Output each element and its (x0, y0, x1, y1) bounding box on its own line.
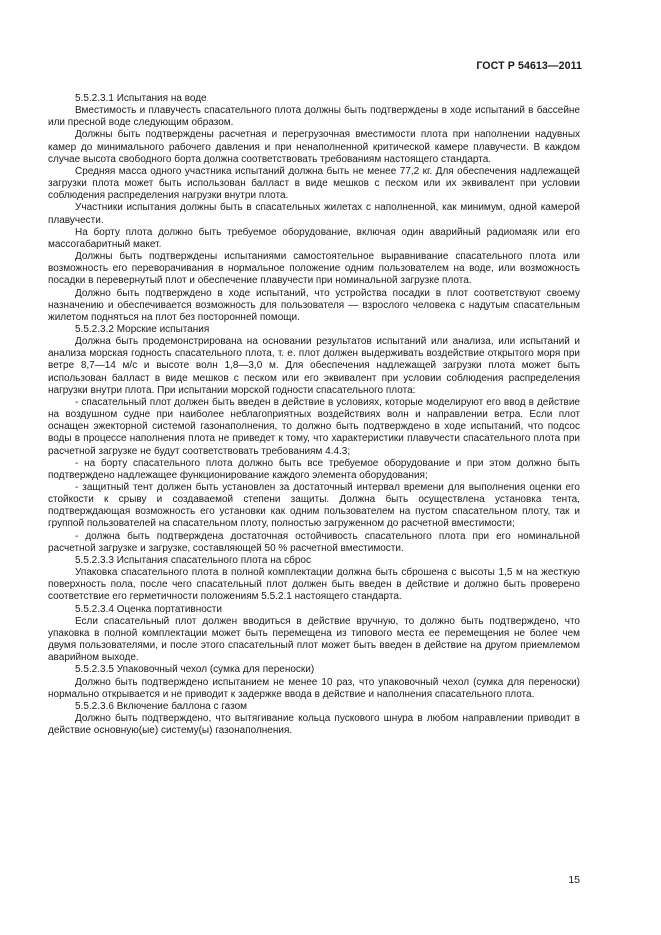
list-item: - защитный тент должен быть установлен за достаточный интервал времени для выполнения оценки его стойкости к срыву и создаваемой степени защиты. Должна быть осуществлена установка тента, подтверждающая возможность его установки как одним пользователем на пустом спасательном плоту, так и группой пользователей на спасательном плоту, полностью загруженном до расчетной вместимости; (48, 482, 580, 530)
list-item: - должна быть подтверждена достаточная остойчивость спасательного плота при его номинальной расчетной загрузке и загрузке, составляющей 50 % расчетной вместимости. (48, 530, 580, 554)
paragraph: На борту плота должно быть требуемое оборудование, включая один аварийный радиомаяк или его массогабаритный макет. (48, 226, 580, 250)
paragraph: Должно быть подтверждено в ходе испытаний, что устройства посадки в плот соответствуют своему назначению и обеспечивается возможность для пользователя — взрослого человека с надутым спасательным жилетом подняться на плот без посторонней помощи. (48, 287, 580, 323)
document-body (48, 93, 580, 737)
list-item: - на борту спасательного плота должно быть все требуемое оборудование и при этом должно быть подтверждено надлежащее функционирование каждого элемента оборудования; (48, 457, 580, 481)
paragraph: Упаковка спасательного плота в полной комплектации должна быть сброшена с высоты 1,5 м на жесткую поверхность пола, после чего спасательный плот должен быть введен в действие и должно быть проверено соответствие его герметичности положениям 5.5.2.1 настоящего стандарта. (48, 567, 580, 603)
paragraph: Должны быть подтверждены испытаниями самостоятельное выравнивание спасательного плота или возможность его переворачивания в нормальное положение одним пользователем на воде, или возможность посадки в перевернутый плот и обеспечение плавучести при номинальной загрузке плота. (48, 251, 580, 287)
section-heading: 5.5.2.3.4 Оценка портативности (75, 603, 222, 615)
paragraph: Должна быть продемонстрирована на основании результатов испытаний или анализа, или испытаний и анализа морская годность спасательного плота, т. е. плот должен выдерживать воздействие открытого моря при ветре 8,7—14 м/с и высоте волн 1,8—3,0 м. Для обеспечения надлежащей загрузки плота может быть использован балласт в виде мешков с песком или его эквивалент при условии соблюдения распределения нагрузки внутри плота. При испытании морской годности спасательного плота: (48, 336, 580, 396)
paragraph: Участники испытания должны быть в спасательных жилетах с наполненной, как минимум, одной камерой плавучести. (48, 202, 580, 226)
page-number: 15 (568, 874, 580, 886)
paragraph: Вместимость и плавучесть спасательного плота должны быть подтверждены в ходе испытаний в бассейне или пресной воде следующим образом. (48, 105, 580, 129)
section-heading: 5.5.2.3.6 Включение баллона с газом (75, 700, 248, 712)
section-heading: 5.5.2.3.5 Упаковочный чехол (сумка для переноски) (75, 664, 315, 676)
paragraph: Должно быть подтверждено, что вытягивание кольца пускового шнура в любом направлении приводит в действие основную(ые) систему(ы) газонаполнения. (48, 712, 580, 737)
paragraph: Должны быть подтверждены расчетная и перегрузочная вместимости плота при наполнении надувных камер до минимального рабочего давления и при ненаполненной критической камере плавучести. В каждом случае высота свободного борта должна соответствовать требованиям настоящего стандарта. (48, 129, 580, 165)
paragraph: Средняя масса одного участника испытаний должна быть не менее 77,2 кг. Для обеспечения надлежащей загрузки плота может быть использован балласт в виде мешков с песком или их эквивалент при условии соблюдения распределения нагрузки внутри плота. (48, 165, 580, 202)
paragraph: Если спасательный плот должен вводиться в действие вручную, то должно быть подтверждено, что упаковка в полной комплектации может быть перемещена из типового места ее перемещения не более чем двумя пользователями, и после этого спасательный плот может быть введен в действие на другом приемлемом аварийном выходе. (48, 615, 580, 664)
list-item: - спасательный плот должен быть введен в действие в условиях, которые моделируют его ввод в действие на воздушном судне при наиболее неблагоприятных воздействиях волн и направлении ветра. Если плот оснащен эжекторной системой газонаполнения, то должно быть подтверждено в ходе испытаний, что подсос воды в процессе наполнения плота не приведет к тому, что характеристики плавучести спасательного плота при расчетной загрузке не будут соответствовать требованиям 4.4.3; (48, 396, 580, 457)
section-heading: 5.5.2.3.1 Испытания на воде (75, 93, 207, 104)
section-heading: 5.5.2.3.2 Морские испытания (75, 323, 210, 335)
standard-designation: ГОСТ Р 54613—2011 (476, 60, 582, 72)
paragraph: Должно быть подтверждено испытанием не менее 10 раз, что упаковочный чехол (сумка для переноски) нормально открывается и не приводит к задержке ввода в действие и наполнения спасательного плота. (48, 676, 580, 700)
section-heading: 5.5.2.3.3 Испытания спасательного плота на сброс (75, 554, 311, 566)
